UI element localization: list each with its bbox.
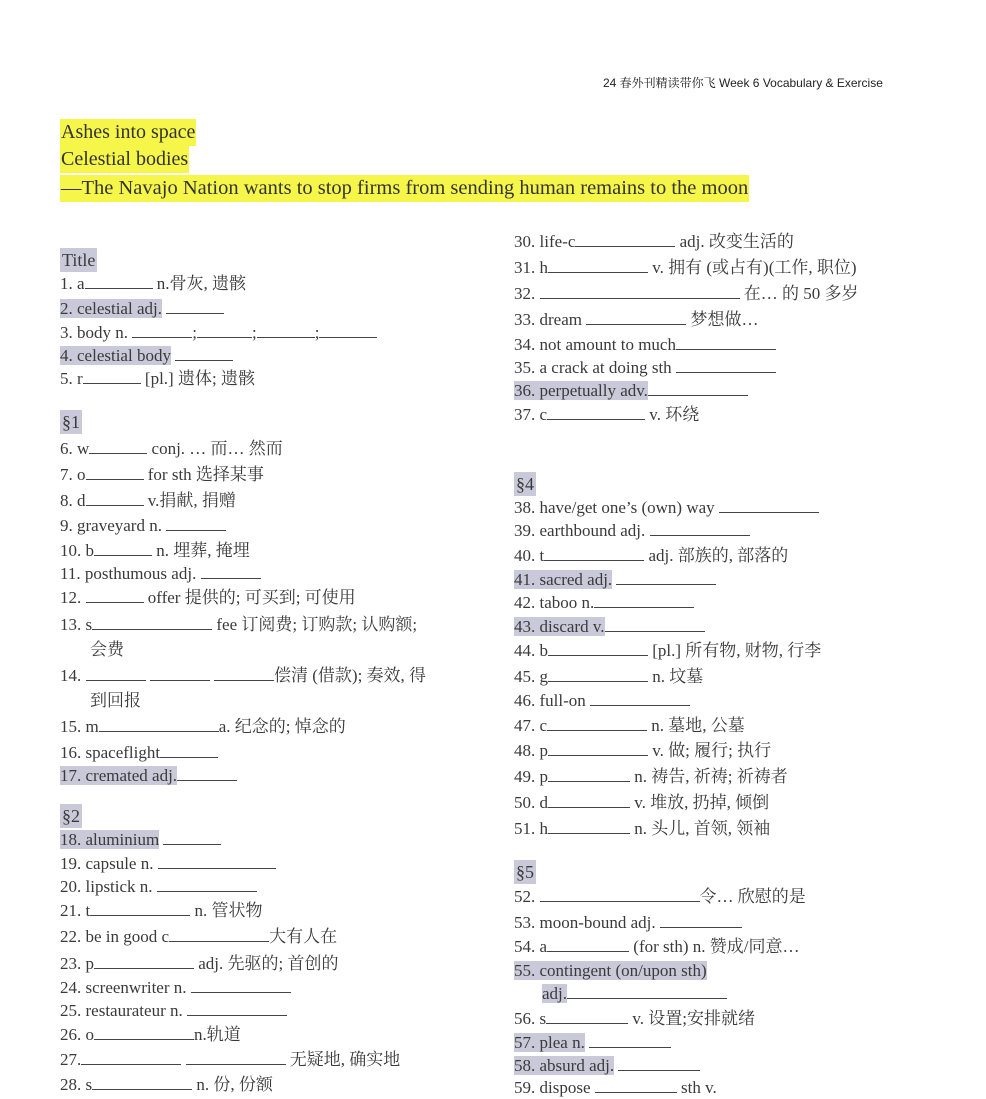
vocab-item-46: 46. full-on	[514, 690, 690, 712]
vocab-item-56: 56. s v. 设置;安排就绪	[514, 1009, 755, 1028]
vocab-item-47: 47. c n. 墓地, 公墓	[514, 716, 745, 735]
vocab-item-59: 59. dispose sth v.	[514, 1078, 717, 1097]
vocab-item-3: 3. body n. ; ; ;	[60, 322, 377, 344]
vocab-item-37: 37. c v. 环绕	[514, 405, 700, 424]
vocab-item-51: 51. h n. 头儿, 首领, 领袖	[514, 819, 771, 838]
vocab-item-54: 54. a (for sth) n. 赞成/同意…	[514, 937, 800, 956]
vocab-item-43: 43. discard v.	[514, 616, 705, 638]
vocab-item-48: 48. p v. 做; 履行; 执行	[514, 741, 772, 760]
vocab-item-5: 5. r [pl.] 遗体; 遗骸	[60, 369, 255, 388]
vocab-item-55-cont: adj.	[542, 983, 727, 1005]
vocab-item-33: 33. dream 梦想做…	[514, 310, 759, 329]
vocab-item-25: 25. restaurateur n.	[60, 1000, 287, 1022]
vocab-item-13-cont: 会费	[90, 640, 124, 659]
vocab-item-11: 11. posthumous adj.	[60, 563, 261, 585]
vocab-item-30: 30. life-c adj. 改变生活的	[514, 232, 794, 251]
section-title: Title	[62, 250, 96, 270]
vocab-item-4: 4. celestial body	[60, 345, 233, 367]
vocab-item-32: 32. 在… 的 50 多岁	[514, 284, 859, 303]
vocab-item-18: 18. aluminium	[60, 829, 221, 851]
vocab-item-24: 24. screenwriter n.	[60, 977, 291, 999]
vocab-item-9: 9. graveyard n.	[60, 515, 226, 537]
vocab-item-23: 23. p adj. 先驱的; 首创的	[60, 954, 339, 973]
vocab-item-42: 42. taboo n.	[514, 592, 694, 614]
vocab-item-16: 16. spaceflight	[60, 742, 218, 764]
vocab-item-58: 58. absurd adj.	[514, 1055, 700, 1077]
section-1: §1	[62, 412, 80, 432]
vocab-item-26: 26. o n.轨道	[60, 1025, 241, 1044]
vocab-item-13: 13. s fee 订阅费; 订购款; 认购额;	[60, 615, 418, 634]
section-2: §2	[62, 806, 80, 826]
vocab-item-50: 50. d v. 堆放, 扔掉, 倾倒	[514, 793, 770, 812]
vocab-item-28: 28. s n. 份, 份额	[60, 1075, 273, 1094]
vocab-item-7: 7. o for sth 选择某事	[60, 465, 264, 484]
vocab-item-55: 55. contingent (on/upon sth)	[514, 961, 707, 980]
vocab-item-38: 38. have/get one’s (own) way	[514, 497, 819, 519]
title-line-2: Celestial bodies	[60, 146, 189, 173]
vocab-item-6: 6. w conj. … 而… 然而	[60, 439, 283, 458]
vocab-item-1: 1. a n.骨灰, 遗骸	[60, 274, 247, 293]
vocab-item-49: 49. p n. 祷告, 祈祷; 祈祷者	[514, 767, 788, 786]
vocab-item-22: 22. be in good c 大有人在	[60, 927, 338, 946]
vocab-item-27: 27. 无疑地, 确实地	[60, 1050, 401, 1069]
vocab-item-57: 57. plea n.	[514, 1032, 671, 1054]
vocab-item-39: 39. earthbound adj.	[514, 520, 750, 542]
vocab-item-10: 10. b n. 埋葬, 掩埋	[60, 541, 250, 560]
vocab-item-44: 44. b [pl.] 所有物, 财物, 行李	[514, 641, 822, 660]
vocab-item-21: 21. t n. 管状物	[60, 901, 263, 920]
article-titles	[60, 119, 749, 202]
vocab-item-17: 17. cremated adj.	[60, 765, 237, 787]
vocab-item-19: 19. capsule n.	[60, 853, 276, 875]
vocab-item-36: 36. perpetually adv.	[514, 380, 748, 402]
section-5: §5	[516, 862, 534, 882]
title-line-3: —The Navajo Nation wants to stop firms from sending human remains to the moon	[60, 175, 749, 202]
vocab-item-8: 8. d v.捐献, 捐赠	[60, 491, 236, 510]
vocab-item-41: 41. sacred adj.	[514, 569, 716, 591]
vocab-item-12: 12. offer 提供的; 可买到; 可使用	[60, 588, 356, 607]
title-line-1: Ashes into space	[60, 119, 196, 146]
vocab-item-35: 35. a crack at doing sth	[514, 357, 776, 379]
vocab-item-40: 40. t adj. 部族的, 部落的	[514, 546, 789, 565]
page-header: 24 春外刊精读带你飞 Week 6 Vocabulary & Exercise	[603, 76, 883, 90]
vocab-item-31: 31. h v. 拥有 (或占有)(工作, 职位)	[514, 258, 857, 277]
vocab-item-34: 34. not amount to much	[514, 334, 776, 356]
vocab-item-53: 53. moon-bound adj.	[514, 912, 742, 934]
vocab-item-14-cont: 到回报	[90, 691, 141, 710]
vocab-item-20: 20. lipstick n.	[60, 876, 257, 898]
vocab-item-2: 2. celestial adj.	[60, 298, 224, 320]
vocab-item-14: 14. 偿清 (借款); 奏效, 得	[60, 666, 427, 685]
vocab-item-15: 15. m a. 纪念的; 悼念的	[60, 717, 346, 736]
section-4: §4	[516, 474, 534, 494]
vocab-item-45: 45. g n. 坟墓	[514, 667, 704, 686]
vocab-item-52: 52. 令… 欣慰的是	[514, 887, 806, 906]
